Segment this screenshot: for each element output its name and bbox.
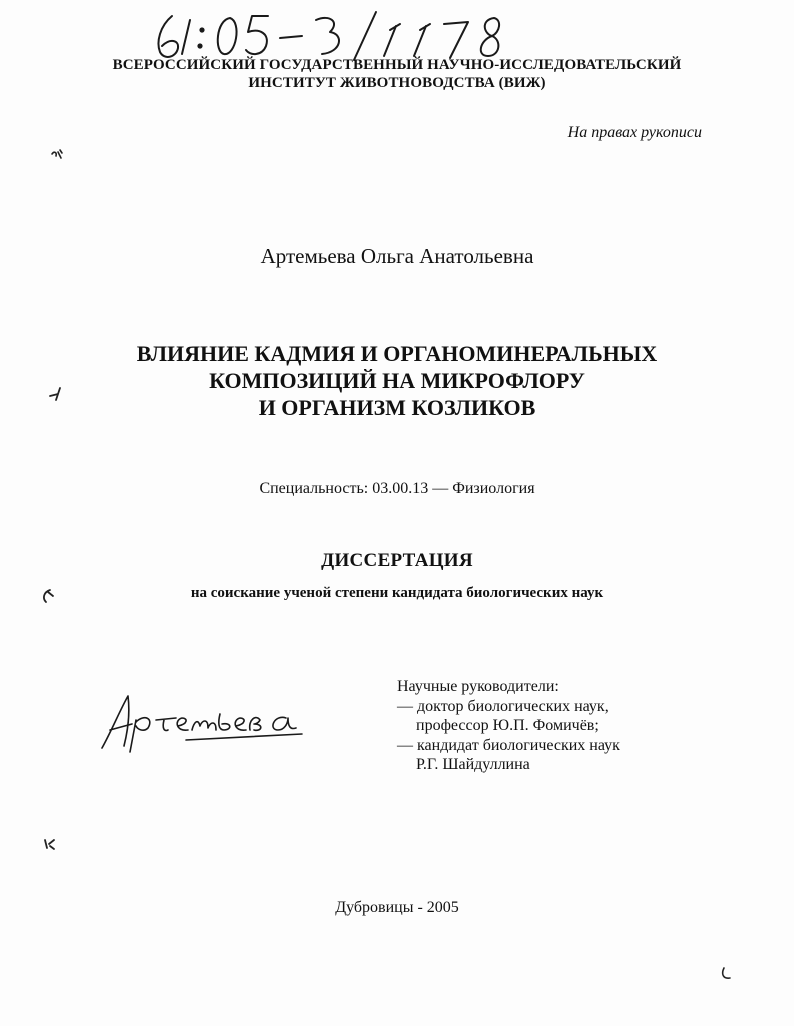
supervisors-heading: Научные руководители:: [397, 678, 559, 695]
manuscript-rights-note: На правах рукописи: [567, 124, 702, 141]
scan-artifact-mark: [48, 146, 68, 166]
supervisor-1-name: профессор Ю.П. Фомичёв;: [416, 717, 599, 734]
degree-statement: на соискание ученой степени кандидата биологических наук: [190, 585, 604, 601]
specialty: Специальность: 03.00.13 — Физиология: [259, 480, 535, 497]
supervisor-2-role: — кандидат биологических наук: [397, 736, 620, 754]
author-signature: [98, 690, 316, 756]
thesis-title: [0, 340, 794, 421]
supervisor-1-role: — доктор биологических наук,: [397, 697, 609, 715]
institute-name: [0, 56, 794, 92]
thesis-title-line-3: И ОРГАНИЗМ КОЗЛИКОВ: [258, 395, 536, 420]
scan-artifact-mark: [38, 586, 58, 606]
scan-artifact-mark: [716, 964, 736, 984]
thesis-title-line-2: КОМПОЗИЦИЙ НА МИКРОФЛОРУ: [209, 368, 585, 393]
supervisors-block: [397, 677, 620, 775]
supervisor-2-name: Р.Г. Шайдуллина: [416, 756, 530, 773]
scan-artifact-mark: [40, 834, 60, 854]
document-type: ДИССЕРТАЦИЯ: [321, 550, 473, 571]
thesis-title-line-1: ВЛИЯНИЕ КАДМИЯ И ОРГАНОМИНЕРАЛЬНЫХ: [136, 341, 658, 366]
place-and-year: Дубровицы - 2005: [335, 899, 459, 916]
scan-artifact-mark: [46, 384, 66, 404]
author-name: Артемьева Ольга Анатольевна: [260, 244, 534, 268]
institute-line-2: ИНСТИТУТ ЖИВОТНОВОДСТВА (ВИЖ): [248, 75, 546, 91]
institute-line-1: ВСЕРОССИЙСКИЙ ГОСУДАРСТВЕННЫЙ НАУЧНО-ИССЛЕДОВАТЕЛЬСКИЙ: [112, 57, 682, 73]
